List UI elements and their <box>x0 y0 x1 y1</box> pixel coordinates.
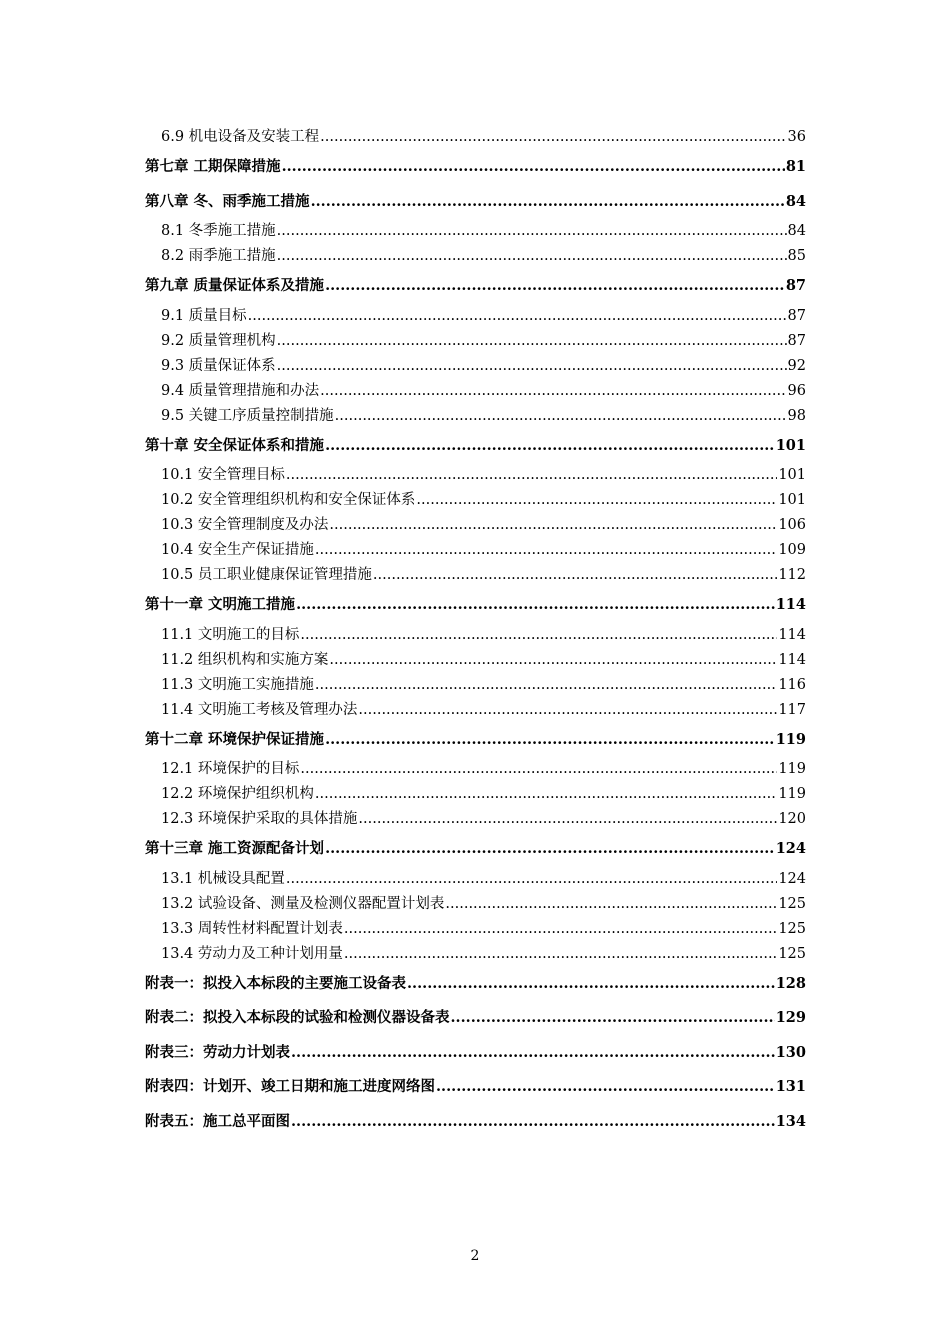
toc-entry-title: 第七章 工期保障措施 <box>145 158 281 175</box>
toc-chapter-entry[interactable] <box>145 429 806 464</box>
toc-chapter-entry[interactable] <box>145 723 806 758</box>
toc-section-entry[interactable] <box>145 304 806 329</box>
toc-entry-title: 附表五：施工总平面图 <box>145 1112 290 1130</box>
toc-dot-leader <box>373 563 777 588</box>
toc-entry-title: 9.4 质量管理措施和办法 <box>161 382 320 399</box>
toc-dot-leader <box>311 185 785 220</box>
toc-chapter-entry[interactable] <box>145 185 806 220</box>
toc-chapter-entry[interactable] <box>145 1070 806 1105</box>
toc-entry-page-number: 87 <box>787 332 806 349</box>
toc-section-entry[interactable] <box>145 623 806 648</box>
toc-entry-page-number: 84 <box>785 192 806 210</box>
toc-chapter-entry[interactable] <box>145 1036 806 1071</box>
toc-entry-page-number: 114 <box>778 626 806 643</box>
toc-dot-leader <box>277 354 787 379</box>
toc-entry-title: 10.3 安全管理制度及办法 <box>161 517 329 533</box>
toc-entry-page-number: 119 <box>778 786 806 802</box>
toc-entry-title: 11.1 文明施工的目标 <box>161 626 300 643</box>
toc-entry-page-number: 81 <box>785 158 806 175</box>
toc-section-entry[interactable] <box>145 329 806 354</box>
toc-entry-title: 附表三：劳动力计划表 <box>145 1043 290 1061</box>
toc-entry-page-number: 101 <box>778 492 806 508</box>
toc-dot-leader <box>407 967 775 1002</box>
toc-entry-page-number: 129 <box>775 1009 806 1026</box>
toc-dot-leader <box>320 125 786 150</box>
toc-entry-title: 9.1 质量目标 <box>161 307 247 324</box>
toc-dot-leader <box>300 757 777 782</box>
toc-chapter-entry[interactable] <box>145 1001 806 1036</box>
toc-chapter-entry[interactable] <box>145 588 806 623</box>
toc-section-entry[interactable] <box>145 379 806 404</box>
toc-section-entry[interactable] <box>145 404 806 429</box>
toc-entry-title: 附表四：计划开、竣工日期和施工进度网络图 <box>145 1078 435 1095</box>
toc-dot-leader <box>445 892 777 917</box>
toc-entry-page-number: 125 <box>778 895 806 912</box>
toc-entry-title: 9.5 关键工序质量控制措施 <box>161 407 334 424</box>
toc-dot-leader <box>248 304 787 329</box>
toc-dot-leader <box>358 807 777 832</box>
toc-entry-title: 13.4 劳动力及工种计划用量 <box>161 945 343 962</box>
toc-entry-page-number: 125 <box>778 945 806 962</box>
toc-dot-leader <box>344 917 777 942</box>
toc-entry-page-number: 134 <box>775 1112 806 1130</box>
toc-entry-page-number: 36 <box>787 129 806 145</box>
toc-section-entry[interactable] <box>145 125 806 150</box>
toc-dot-leader <box>315 538 777 563</box>
toc-entry-title: 12.2 环境保护组织机构 <box>161 786 314 802</box>
toc-dot-leader <box>315 673 777 698</box>
toc-entry-title: 10.4 安全生产保证措施 <box>161 542 314 558</box>
toc-dot-leader <box>416 488 777 513</box>
toc-entry-page-number: 101 <box>775 436 806 454</box>
toc-dot-leader <box>325 269 785 304</box>
toc-chapter-entry[interactable] <box>145 832 806 867</box>
toc-section-entry[interactable] <box>145 563 806 588</box>
toc-section-entry[interactable] <box>145 757 806 782</box>
toc-entry-page-number: 124 <box>778 870 806 887</box>
toc-entry-page-number: 130 <box>775 1043 806 1061</box>
toc-dot-leader <box>436 1070 775 1105</box>
toc-section-entry[interactable] <box>145 488 806 513</box>
toc-entry-title: 10.2 安全管理组织机构和安全保证体系 <box>161 492 416 508</box>
toc-entry-page-number: 131 <box>775 1078 806 1095</box>
toc-entry-title: 13.2 试验设备、测量及检测仪器配置计划表 <box>161 895 445 912</box>
toc-entry-title: 第八章 冬、雨季施工措施 <box>145 192 310 210</box>
toc-section-entry[interactable] <box>145 354 806 379</box>
toc-dot-leader <box>325 723 775 758</box>
toc-entry-title: 12.1 环境保护的目标 <box>161 761 300 777</box>
toc-entry-page-number: 128 <box>775 974 806 992</box>
toc-chapter-entry[interactable] <box>145 1105 806 1140</box>
toc-entry-page-number: 85 <box>787 248 806 264</box>
toc-entry-page-number: 101 <box>778 467 806 483</box>
toc-dot-leader <box>296 588 775 623</box>
toc-dot-leader <box>325 429 775 464</box>
toc-dot-leader <box>277 219 787 244</box>
toc-entry-title: 12.3 环境保护采取的具体措施 <box>161 811 358 827</box>
toc-chapter-entry[interactable] <box>145 150 806 185</box>
toc-dot-leader <box>277 244 787 269</box>
toc-dot-leader <box>291 1105 775 1140</box>
toc-entry-title: 9.3 质量保证体系 <box>161 357 276 374</box>
toc-entry-title: 8.2 雨季施工措施 <box>161 248 276 264</box>
toc-dot-leader <box>358 698 777 723</box>
toc-section-entry[interactable] <box>145 463 806 488</box>
toc-entry-page-number: 87 <box>785 277 806 294</box>
toc-entry-title: 6.9 机电设备及安装工程 <box>161 129 320 145</box>
toc-dot-leader <box>315 782 777 807</box>
toc-entry-title: 10.1 安全管理目标 <box>161 467 285 483</box>
toc-entry-title: 第十章 安全保证体系和措施 <box>145 436 325 454</box>
toc-entry-page-number: 114 <box>778 651 806 668</box>
toc-dot-leader <box>329 648 777 673</box>
toc-entry-title: 13.1 机械设具配置 <box>161 870 285 887</box>
toc-section-entry[interactable] <box>145 698 806 723</box>
toc-dot-leader <box>335 404 787 429</box>
toc-entry-page-number: 112 <box>778 567 806 583</box>
toc-section-entry[interactable] <box>145 942 806 967</box>
toc-entry-title: 11.4 文明施工考核及管理办法 <box>161 701 358 718</box>
toc-entry-page-number: 124 <box>775 840 806 857</box>
toc-section-entry[interactable] <box>145 673 806 698</box>
toc-chapter-entry[interactable] <box>145 967 806 1002</box>
toc-dot-leader <box>329 513 777 538</box>
toc-entry-page-number: 117 <box>778 701 806 718</box>
toc-dot-leader <box>344 942 777 967</box>
toc-entry-page-number: 84 <box>787 223 806 239</box>
toc-entry-page-number: 119 <box>778 761 806 777</box>
toc-entry-title: 10.5 员工职业健康保证管理措施 <box>161 567 372 583</box>
toc-entry-title: 第十一章 文明施工措施 <box>145 596 296 613</box>
toc-section-entry[interactable] <box>145 244 806 269</box>
toc-entry-title: 13.3 周转性材料配置计划表 <box>161 920 343 937</box>
toc-dot-leader <box>277 329 787 354</box>
toc-entry-page-number: 96 <box>787 382 806 399</box>
toc-section-entry[interactable] <box>145 782 806 807</box>
toc-entry-title: 附表一：拟投入本标段的主要施工设备表 <box>145 974 406 992</box>
toc-section-entry[interactable] <box>145 513 806 538</box>
toc-dot-leader <box>286 867 777 892</box>
page-number: 2 <box>470 1248 480 1264</box>
toc-entry-title: 第九章 质量保证体系及措施 <box>145 277 325 294</box>
toc-section-entry[interactable] <box>145 917 806 942</box>
toc-section-entry[interactable] <box>145 807 806 832</box>
toc-entry-title: 11.3 文明施工实施措施 <box>161 676 314 693</box>
toc-section-entry[interactable] <box>145 219 806 244</box>
toc-dot-leader <box>320 379 786 404</box>
toc-entry-page-number: 120 <box>778 811 806 827</box>
toc-entry-page-number: 119 <box>775 730 806 748</box>
toc-entry-title: 第十二章 环境保护保证措施 <box>145 730 325 748</box>
toc-entry-title: 9.2 质量管理机构 <box>161 332 276 349</box>
toc-entry-title: 附表二：拟投入本标段的试验和检测仪器设备表 <box>145 1009 450 1026</box>
toc-section-entry[interactable] <box>145 648 806 673</box>
toc-entry-title: 8.1 冬季施工措施 <box>161 223 276 239</box>
toc-entry-page-number: 109 <box>778 542 806 558</box>
toc-entry-title: 11.2 组织机构和实施方案 <box>161 651 329 668</box>
toc-entry-page-number: 116 <box>778 676 806 693</box>
toc-section-entry[interactable] <box>145 867 806 892</box>
toc-entry-page-number: 114 <box>775 596 806 613</box>
toc-section-entry[interactable] <box>145 892 806 917</box>
toc-dot-leader <box>451 1001 775 1036</box>
toc-dot-leader <box>282 150 785 185</box>
toc-chapter-entry[interactable] <box>145 269 806 304</box>
toc-entry-page-number: 92 <box>787 357 806 374</box>
toc-entry-title: 第十三章 施工资源配备计划 <box>145 840 325 857</box>
toc-entry-page-number: 98 <box>787 407 806 424</box>
toc-dot-leader <box>325 832 775 867</box>
toc-dot-leader <box>286 463 777 488</box>
toc-entry-page-number: 125 <box>778 920 806 937</box>
toc-entry-page-number: 87 <box>787 307 806 324</box>
toc-entry-page-number: 106 <box>778 517 806 533</box>
toc-dot-leader <box>300 623 777 648</box>
table-of-contents <box>145 125 806 1139</box>
toc-section-entry[interactable] <box>145 538 806 563</box>
toc-dot-leader <box>291 1036 775 1071</box>
